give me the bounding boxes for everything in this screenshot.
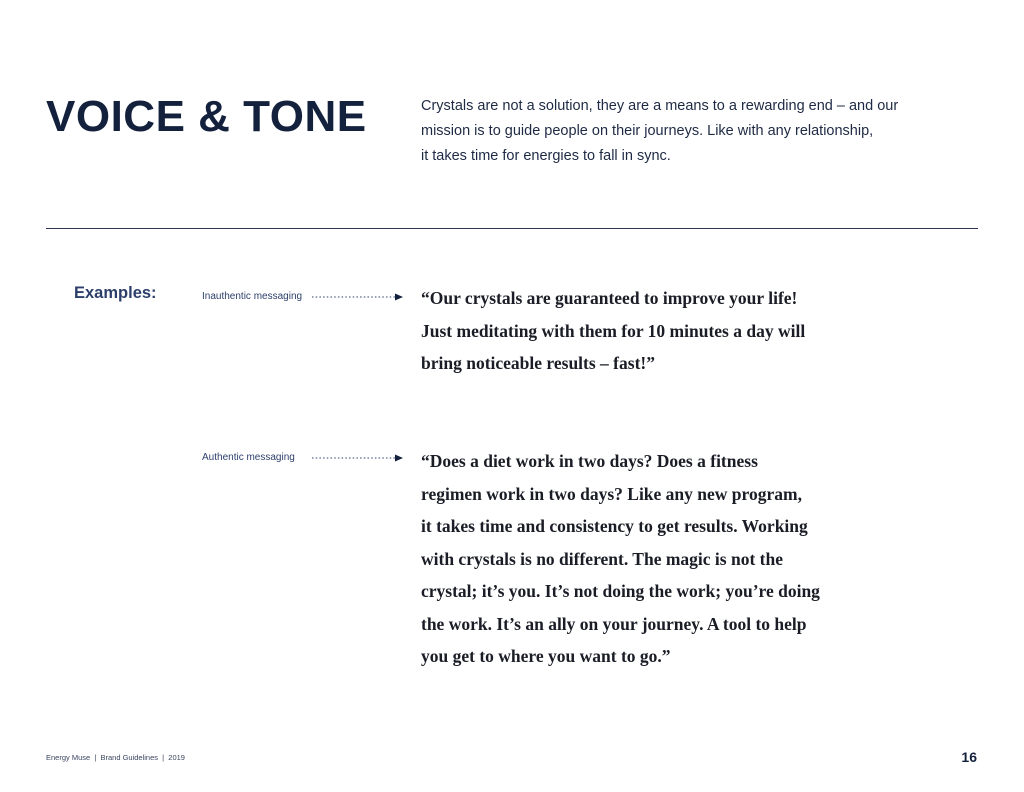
intro-line: it takes time for energies to fall in sync.	[421, 148, 671, 164]
dotted-arrow-icon	[311, 292, 407, 302]
authentic-messaging-label: Authentic messaging	[202, 452, 295, 463]
quote-line: it takes time and consistency to get results. Working	[421, 516, 808, 536]
quote-line: crystal; it’s you. It’s not doing the work; you’re doing	[421, 581, 820, 601]
quote-line: Just meditating with them for 10 minutes a day will	[421, 320, 806, 341]
section-divider	[46, 228, 978, 229]
intro-line: Crystals are not a solution, they are a means to a rewarding end – and our	[421, 98, 899, 114]
quote-line: “Does a diet work in two days? Does a fitness	[421, 451, 758, 471]
authentic-quote	[421, 445, 841, 673]
quote-line: with crystals is no different. The magic is not the	[421, 548, 783, 569]
quote-line: regimen work in two days? Like any new program,	[421, 483, 802, 504]
dotted-arrow-icon	[311, 453, 407, 463]
inauthentic-quote	[421, 282, 841, 380]
quote-line: “Our crystals are guaranteed to improve your life!	[421, 288, 798, 308]
footer-brand-info: Energy Muse | Brand Guidelines | 2019	[46, 753, 185, 762]
quote-line: bring noticeable results – fast!”	[421, 353, 655, 373]
examples-heading: Examples:	[74, 284, 157, 302]
intro-line: mission is to guide people on their journeys. Like with any relationship,	[421, 123, 874, 139]
inauthentic-messaging-label: Inauthentic messaging	[202, 291, 303, 302]
page-number: 16	[961, 749, 977, 765]
page-title: VOICE & TONE	[46, 92, 367, 141]
quote-line: the work. It’s an ally on your journey. A tool to help	[421, 613, 807, 634]
quote-line: you get to where you want to go.”	[421, 646, 671, 666]
intro-paragraph	[421, 94, 941, 169]
